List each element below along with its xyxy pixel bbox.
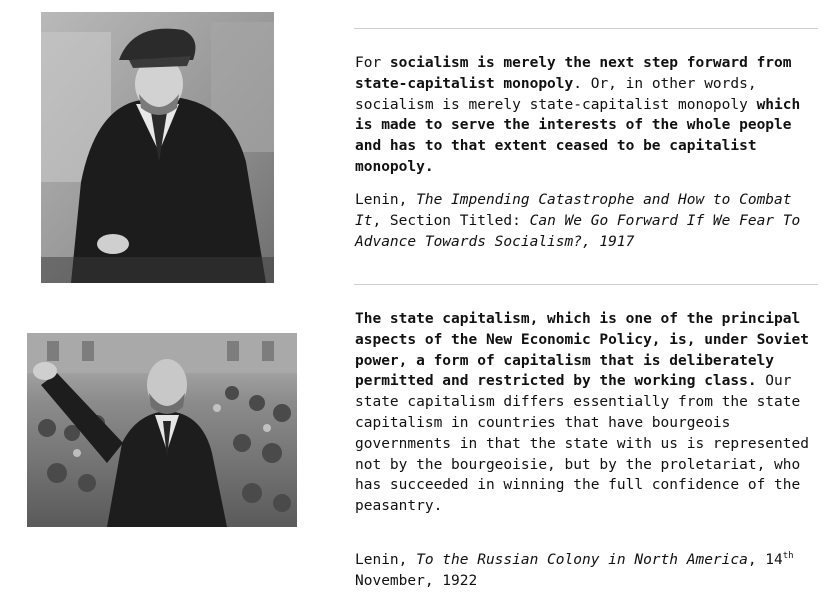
citation-author: Lenin, (355, 552, 417, 568)
quote-text (355, 53, 825, 178)
lenin-speech-crowd-photo-icon (27, 333, 297, 527)
citation (355, 550, 825, 592)
divider (354, 284, 818, 285)
lenin-portrait-photo (41, 12, 274, 283)
quote-segment: Our state capitalism differs essentially from the state capitalism in countries that have bourgeois governments in that the state with us is represented not by the bourgeoisie, but by the proletariat, who has succeeded in winning the full confidence of the peasantry. (355, 373, 809, 515)
quote-segment: . Or, in other words, socialism is merely state-capitalist monopoly (355, 75, 757, 113)
citation (355, 190, 825, 252)
quote-segment: For (355, 55, 390, 71)
citation-date-suffix: November, 1922 (355, 572, 478, 589)
quote-segment-bold: which is made to serve the interests of the whole people and has to that extent ceased to be capitalist monopoly. (355, 96, 801, 175)
citation-work: The Impending Catastrophe and How to Combat It (355, 192, 792, 229)
quote-segment-bold: socialism is merely the next step forward from state-capitalist monopoly (355, 55, 792, 92)
lenin-portrait-photo-icon (41, 12, 274, 283)
citation-work: To the Russian Colony in North America (416, 552, 748, 568)
quote-text (355, 309, 825, 517)
lenin-speech-crowd-photo (27, 333, 297, 527)
divider (354, 28, 818, 29)
citation-mid: , Section Titled: (372, 212, 530, 229)
quote-segment-bold: The state capitalism, which is one of the principal aspects of the New Economic Policy, is, under Soviet power, a form of capitalism that is deliberately permitted and restricted by the working class. (355, 311, 809, 390)
citation-author: Lenin, (355, 192, 417, 208)
citation-section: Can We Go Forward If We Fear To Advance Towards Socialism?, 1917 (355, 212, 801, 250)
citation-date-prefix: , 14 (747, 552, 783, 568)
citation-date-sup: th (782, 551, 794, 561)
